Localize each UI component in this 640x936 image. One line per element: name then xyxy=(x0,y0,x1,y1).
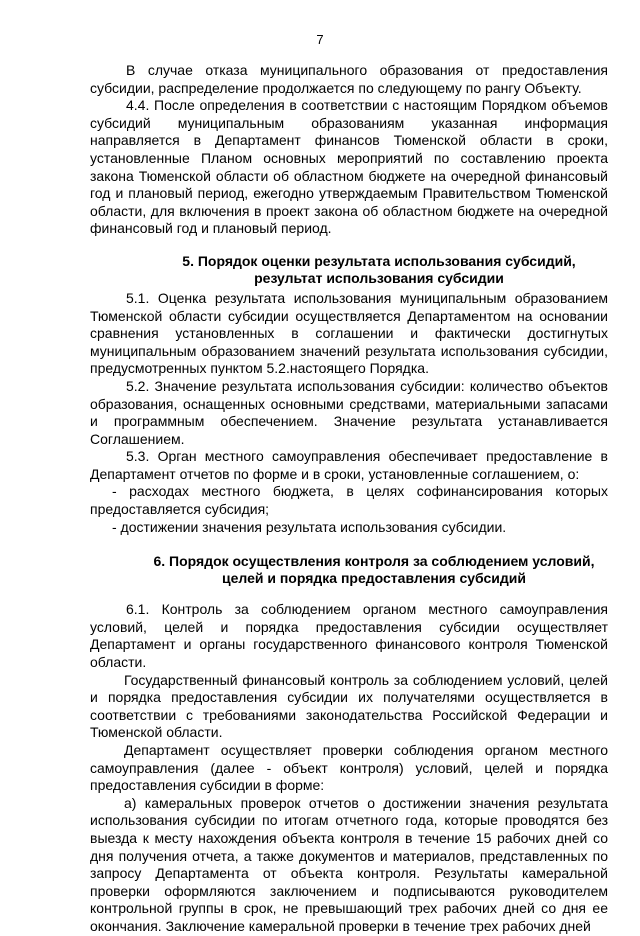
document-body xyxy=(90,62,608,936)
section-5-heading xyxy=(90,253,608,287)
section-6-heading-line2: целей и порядка предоставления субсидий xyxy=(221,570,527,587)
page-number: 7 xyxy=(316,32,324,47)
section-5-heading-line1: 5. Порядок оценки результата использования субсидий, xyxy=(182,252,576,269)
paragraph-refusal: В случае отказа муниципального образования от предоставления субсидии, распределение продолжается по следующему по рангу Объекту. xyxy=(90,62,608,96)
paragraph-5-1: 5.1. Оценка результата использования муниципальным образованием Тюменской области субсидии осуществляется Департаментом на основании сравнения установленных в соглашении и фактически достигнутых муниципальным образованием значений результата использования субсидии, предусмотренных пунктом 5.2.настоящего Порядка. xyxy=(90,289,608,377)
section-5-heading-line2: результат использования субсидии xyxy=(254,269,504,286)
paragraph-state-control: Государственный финансовый контроль за соблюдением условий, целей и порядка предоставления субсидии их получателями осуществляется в соответствии с требованиями законодательства Российской Федерации и Тюменской области. xyxy=(90,671,608,741)
paragraph-5-3: 5.3. Орган местного самоуправления обеспечивает предоставление в Департамент отчетов по форме и в сроки, установленные соглашением, о: xyxy=(90,448,608,482)
paragraph-desk-audits: а) камеральных проверок отчетов о достижении значения результата использования субсидии по итогам отчетного года, которые проводятся без выезда к месту нахождения объекта контроля в течение 15 рабочих дней со дня получения отчета, а также документов и материалов, представленных по запросу Департамента от объекта контроля. Результаты камеральной проверки оформляются заключением и подписываются руководителем контрольной группы в срок, не превышающий трех рабочих дней со дня ее окончания. Заключение камеральной проверки в течение трех рабочих дней xyxy=(90,794,608,934)
paragraph-5-2: 5.2. Значение результата использования субсидии: количество объектов образования, оснащенных основными средствами, материальными запасами и программным обеспечением. Значение результата устанавливается Соглашением. xyxy=(90,377,608,447)
paragraph-4-4: 4.4. После определения в соответствии с настоящим Порядком объемов субсидий муниципальным образованиям указанная информация направляется в Департамент финансов Тюменской области в сроки, установленные Планом основных мероприятий по составлению проекта закона Тюменской области об областном бюджете на очередной финансовый год и плановый период, ежегодно утверждаемым Правительством Тюменской области, для включения в проект закона об областном бюджете на очередной финансовый год и плановый период. xyxy=(90,97,608,237)
list-item-expenses: - расходах местного бюджета, в целях софинансирования которых предоставляется субсидия; xyxy=(90,483,608,518)
section-6-heading-line1: 6. Порядок осуществления контроля за соблюдением условий, xyxy=(153,553,595,570)
paragraph-6-1: 6.1. Контроль за соблюдением органом местного самоуправления условий, целей и порядка предоставления субсидии осуществляет Департамент и органы государственного финансового контроля Тюменской области. xyxy=(90,601,608,671)
paragraph-department-checks: Департамент осуществляет проверки соблюдения органом местного самоуправления (далее - объект контроля) условий, целей и порядка предоставления субсидии в форме: xyxy=(90,742,608,794)
section-6-heading xyxy=(90,553,608,587)
list-item-achievement: - достижении значения результата использования субсидии. xyxy=(112,518,507,535)
